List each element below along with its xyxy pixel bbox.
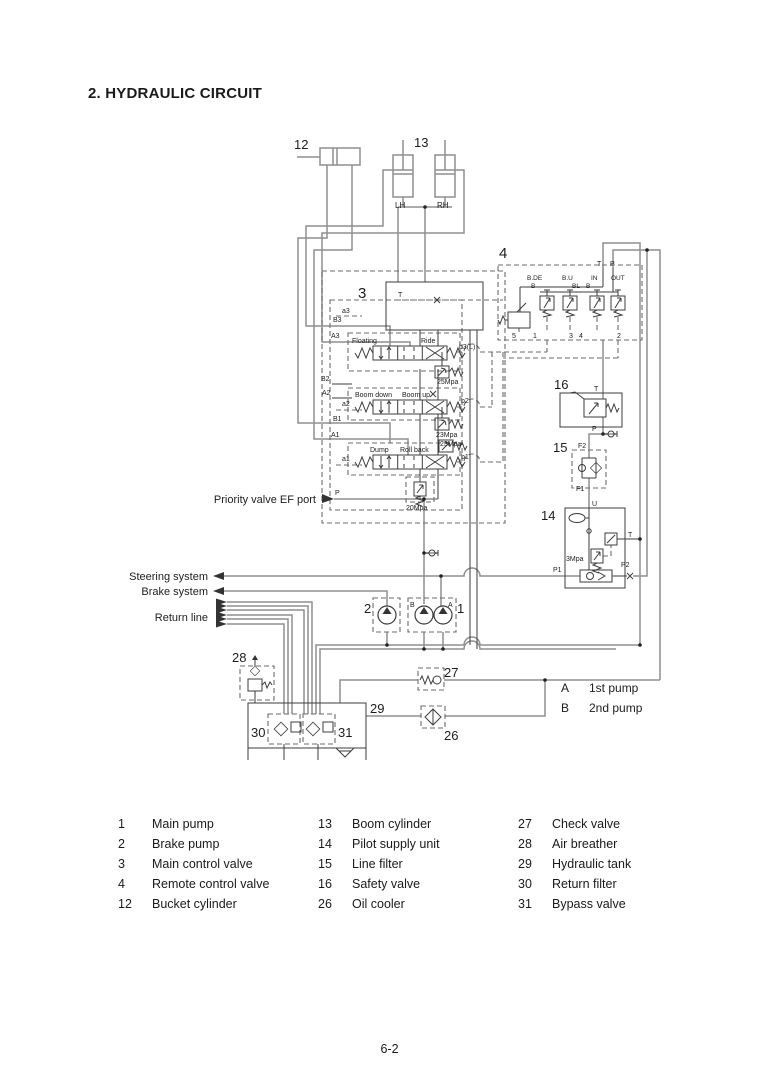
- port-a1: a1: [342, 456, 350, 463]
- remote-mark-b1: B: [531, 283, 536, 290]
- return-filter-symbol: [274, 722, 288, 736]
- remote-port-in: IN: [591, 275, 598, 282]
- return-line-label: Return line: [154, 612, 208, 624]
- steering-system-label: Steering system: [129, 571, 208, 583]
- page-number: 6-2: [380, 1042, 399, 1056]
- spool-label-floating: Floating: [352, 338, 377, 345]
- port-A1: A1: [331, 432, 340, 439]
- brake-system-label: Brake system: [141, 586, 208, 598]
- legend-item: 16 Safety valve: [318, 877, 421, 891]
- pilot-port-p2: P2: [621, 562, 630, 569]
- label-31: 31: [338, 725, 353, 740]
- pilot-port-p1: P1: [553, 567, 562, 574]
- port-p: P: [335, 490, 340, 497]
- legend-column-3: [518, 814, 718, 914]
- pilot-relief-label: 3Mpa: [566, 556, 584, 563]
- remote-port-3: 3: [569, 333, 573, 340]
- legend-item: 14 Pilot supply unit: [318, 837, 440, 851]
- pump-letter-b: B: [410, 602, 415, 609]
- main-pump-b-symbol: [415, 606, 433, 624]
- port-B1: B1: [333, 416, 342, 423]
- legend-item: 28 Air breather: [518, 837, 618, 851]
- label-26: 26: [444, 728, 459, 743]
- legend-item: 31 Bypass valve: [518, 897, 626, 911]
- pump-legend-a-key: A: [561, 681, 570, 695]
- spool-label-boom-up: Boom up: [402, 392, 431, 399]
- legend-item: 26 Oil cooler: [318, 897, 405, 911]
- label-30: 30: [251, 725, 266, 740]
- label-14: 14: [541, 508, 556, 523]
- legend-item: 1 Main pump: [118, 817, 214, 831]
- remote-mark-b2: B: [586, 283, 591, 290]
- label-28: 28: [232, 650, 247, 665]
- label-15: 15: [553, 440, 568, 455]
- flow-arrows: [213, 494, 334, 628]
- legend-item: 13 Boom cylinder: [318, 817, 432, 831]
- spool-label-ride: Ride: [421, 338, 436, 345]
- remote-port-5: 5: [512, 333, 516, 340]
- check-valve-boundary: [418, 668, 444, 690]
- port-a2: a2: [342, 401, 350, 408]
- remote-valve-4: [611, 290, 625, 317]
- legend-item: 27 Check valve: [518, 817, 621, 831]
- spool-label-boom-down: Boom down: [355, 392, 392, 399]
- suction-strainer: [336, 748, 354, 757]
- port-b2: b2: [461, 398, 469, 405]
- label-4: 4: [499, 245, 508, 262]
- label-29: 29: [370, 701, 385, 716]
- label-16: 16: [554, 377, 569, 392]
- pump-letter-a: A: [448, 602, 453, 609]
- port-B2: B2: [321, 376, 330, 383]
- port-t: T: [398, 292, 403, 299]
- blocked-port-marks: [430, 297, 633, 579]
- port-a3: a3: [342, 308, 350, 315]
- air-breather-boundary: [240, 666, 274, 700]
- label-27: 27: [444, 665, 459, 680]
- legend-column-2: [318, 814, 518, 914]
- pump-legend-b-value: 2nd pump: [589, 701, 643, 715]
- spool-bucket: [355, 455, 465, 469]
- brake-pump-symbol: [378, 606, 396, 624]
- accumulator: [569, 514, 585, 523]
- remote-valve-2: [563, 290, 577, 317]
- label-rh: RH: [437, 201, 449, 210]
- label-13: 13: [414, 135, 429, 150]
- remote-port-bu: B.U: [562, 275, 573, 282]
- remote-port-2: 2: [617, 333, 621, 340]
- check-valve-symbol: [433, 676, 441, 684]
- label-12: 12: [294, 137, 309, 152]
- remote-port-bde: B.DE: [527, 275, 543, 282]
- pilot-port-t: T: [628, 532, 633, 539]
- spool-label-dump: Dump: [370, 447, 389, 454]
- label-1: 1: [457, 601, 465, 616]
- return-filter-boundary: [268, 714, 300, 744]
- port-A3: A3: [331, 333, 340, 340]
- component-legend: [118, 814, 718, 914]
- label-lh: LH: [395, 201, 406, 210]
- relief-label-23mpa-2: 23Mpa: [440, 441, 462, 448]
- pilot-port-u: U: [592, 501, 598, 508]
- legend-item: 30 Return filter: [518, 877, 617, 891]
- relief-25mpa: [435, 366, 463, 378]
- bypass-valve-boundary: [303, 714, 335, 744]
- remote-port-out: OUT: [611, 275, 625, 282]
- relief-label-23mpa-1: 23Mpa: [436, 432, 458, 439]
- pilot-shutoff-valve: [508, 312, 530, 328]
- legend-item: 2 Brake pump: [118, 837, 220, 851]
- pump-legend-a-value: 1st pump: [589, 681, 639, 695]
- relief-label-20mpa: 20Mpa: [406, 505, 428, 512]
- air-breather-symbol: [250, 666, 260, 676]
- safety-port-p: P: [592, 426, 597, 433]
- legend-item: 3 Main control valve: [118, 857, 253, 871]
- valve-inlet-gallery: [386, 282, 483, 330]
- legend-item: 29 Hydraulic tank: [518, 857, 632, 871]
- bypass-valve-symbol: [306, 722, 320, 736]
- relief-label-25mpa: 25Mpa: [437, 379, 459, 386]
- safety-valve-body: [560, 393, 622, 427]
- remote-port-1: 1: [533, 333, 537, 340]
- safety-port-t: T: [594, 386, 599, 393]
- port-b3l: b3(L): [459, 344, 476, 351]
- pump-legend-b-key: B: [561, 701, 570, 715]
- legend-column-1: [118, 814, 318, 914]
- remote-port-t: T: [597, 261, 602, 268]
- remote-mark-bl: BL: [572, 283, 580, 290]
- legend-item: 4 Remote control valve: [118, 877, 270, 891]
- page-title: 2. HYDRAULIC CIRCUIT: [88, 85, 263, 102]
- port-B3: B3: [333, 317, 342, 324]
- remote-valve-3: [590, 290, 604, 317]
- spool-label-roll-back: Roll back: [400, 447, 429, 454]
- label-3: 3: [358, 285, 367, 302]
- spool-boom: [355, 400, 465, 414]
- label-2: 2: [364, 601, 372, 616]
- filter-port-f1: F1: [576, 486, 585, 493]
- priority-valve-label: Priority valve EF port: [213, 494, 316, 506]
- pilot-relief-3mpa: [591, 549, 603, 573]
- legend-item: 12 Bucket cylinder: [118, 897, 237, 911]
- port-b1: b1: [461, 454, 469, 461]
- remote-port-4: 4: [579, 333, 583, 340]
- filter-port-f2: F2: [578, 443, 587, 450]
- remote-port-p: P: [610, 261, 615, 268]
- legend-item: 15 Line filter: [318, 857, 403, 871]
- port-A2: A2: [322, 390, 331, 397]
- remote-valve-1: [540, 290, 554, 317]
- spool-floating-ride: [355, 346, 465, 360]
